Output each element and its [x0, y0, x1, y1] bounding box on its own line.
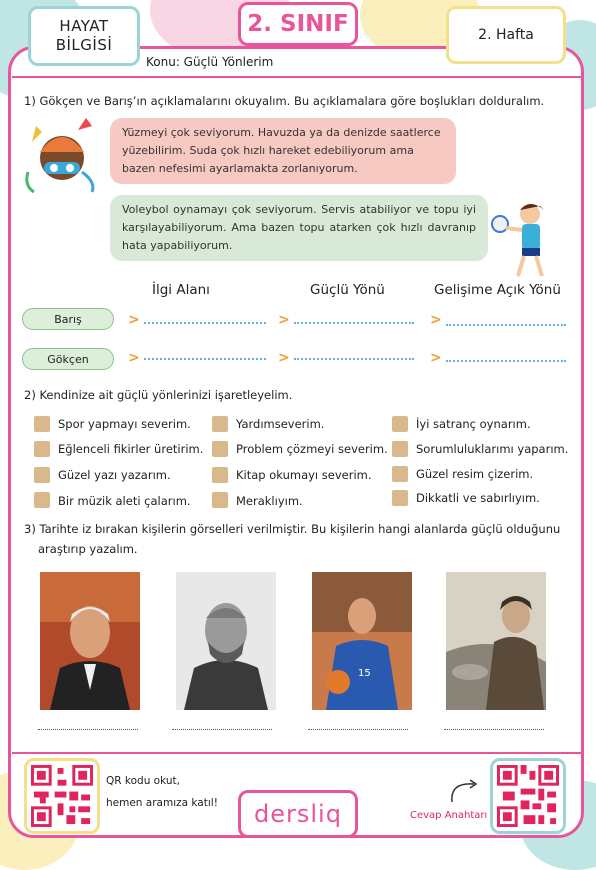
- col-header-strength: Güçlü Yönü: [310, 282, 385, 298]
- person-photo-4: [446, 572, 546, 710]
- person-photo-2: [176, 572, 276, 710]
- checkbox[interactable]: [34, 492, 50, 508]
- checkbox[interactable]: [34, 441, 50, 457]
- strength-option: Bir müzik aleti çalarım.: [58, 494, 191, 508]
- qr-code-answer-key[interactable]: [490, 758, 566, 834]
- checkbox[interactable]: [212, 492, 228, 508]
- row-label-gokcen: Gökçen: [22, 348, 114, 370]
- checkbox[interactable]: [212, 467, 228, 483]
- qr-code-icon: [497, 765, 559, 827]
- strength-option: Spor yapmayı severim.: [58, 417, 191, 431]
- checkbox[interactable]: [392, 466, 408, 482]
- gokcen-speech-bubble: Voleybol oynamayı çok seviyorum. Servis atabiliyor ve topu iyi karşılayabiliyorum. Ama bazen topu atarken çok hızlı davranıp hata yapabiliyorum.: [110, 195, 488, 261]
- q2-prompt: 2) Kendinize ait güçlü yönlerinizi işaretleyelim.: [24, 388, 293, 402]
- qr-code-icon: [31, 765, 93, 827]
- subject-line1: HAYAT: [59, 17, 109, 35]
- checkbox[interactable]: [392, 441, 408, 457]
- strength-option: İyi satranç oynarım.: [416, 417, 531, 431]
- curved-arrow-icon: [448, 776, 482, 806]
- baris-speech-bubble: Yüzmeyi çok seviyorum. Havuzda ya da denizde saatlerce yüzebilirim. Suda çok hızlı hareket edebiliyorum ama bazen nefesimi ayarlamakta zorlanıyorum.: [110, 118, 456, 184]
- q1-prompt: 1) Gökçen ve Barış’ın açıklamalarını okuyalım. Bu açıklamalara göre boşlukları dolduralım.: [24, 94, 545, 108]
- qr-join-text-2: hemen aramıza katıl!: [106, 797, 218, 809]
- checkbox[interactable]: [392, 416, 408, 432]
- swimmer-boy-illustration: [22, 112, 100, 196]
- week-tab: 2. Hafta: [446, 6, 566, 64]
- topic-title: Konu: Güçlü Yönlerim: [146, 55, 274, 69]
- chevron-right-icon: >: [430, 350, 442, 366]
- strength-option: Problem çözmeyi severim.: [236, 442, 388, 456]
- strength-option: Meraklıyım.: [236, 494, 303, 508]
- grade-tab: 2. SINIF: [238, 2, 358, 46]
- answer-line-photo-4[interactable]: [444, 729, 544, 730]
- topic-divider: [12, 76, 582, 78]
- person-photo-1: [40, 572, 140, 710]
- qr-code-join[interactable]: [24, 758, 100, 834]
- chevron-right-icon: >: [128, 312, 140, 328]
- footer-divider: [12, 752, 582, 754]
- qr-join-text-1: QR kodu okut,: [106, 775, 180, 787]
- strength-option: Yardımseverim.: [236, 417, 325, 431]
- strength-option: Dikkatli ve sabırlıyım.: [416, 491, 540, 505]
- checkbox[interactable]: [392, 490, 408, 506]
- chevron-right-icon: >: [430, 312, 442, 328]
- chevron-right-icon: >: [278, 312, 290, 328]
- col-header-improve: Gelişime Açık Yönü: [434, 282, 561, 298]
- subject-line2: BİLGİSİ: [55, 36, 113, 54]
- answer-line-gokcen-interest[interactable]: [144, 358, 266, 360]
- answer-key-label: Cevap Anahtarı: [410, 810, 488, 821]
- answer-line-baris-interest[interactable]: [144, 322, 266, 324]
- checkbox[interactable]: [34, 467, 50, 483]
- volleyball-girl-illustration: [490, 198, 560, 280]
- subject-tab: [28, 6, 140, 66]
- answer-line-photo-2[interactable]: [172, 729, 272, 730]
- checkbox[interactable]: [212, 416, 228, 432]
- strength-option: Güzel yazı yazarım.: [58, 468, 171, 482]
- strength-option: Güzel resim çizerim.: [416, 467, 534, 481]
- person-photo-3: [312, 572, 412, 710]
- answer-line-photo-1[interactable]: [38, 729, 138, 730]
- q3-prompt-line1: 3) Tarihte iz bırakan kişilerin görselleri verilmiştir. Bu kişilerin hangi alanlarda güçlü olduğunu: [24, 522, 561, 536]
- strength-option: Sorumluluklarımı yaparım.: [416, 442, 569, 456]
- brand-logo: dersliq: [238, 790, 358, 838]
- answer-line-baris-improve[interactable]: [446, 324, 566, 326]
- strength-option: Kitap okumayı severim.: [236, 468, 372, 482]
- row-label-baris: Barış: [22, 308, 114, 330]
- checkbox[interactable]: [34, 416, 50, 432]
- chevron-right-icon: >: [128, 350, 140, 366]
- answer-line-baris-strength[interactable]: [294, 322, 414, 324]
- answer-line-photo-3[interactable]: [308, 729, 408, 730]
- col-header-interest: İlgi Alanı: [152, 282, 210, 298]
- answer-line-gokcen-strength[interactable]: [294, 358, 414, 360]
- checkbox[interactable]: [212, 441, 228, 457]
- svg-text:15: 15: [358, 668, 371, 679]
- chevron-right-icon: >: [278, 350, 290, 366]
- strength-option: Eğlenceli fikirler üretirim.: [58, 442, 204, 456]
- q3-prompt-line2: araştırıp yazalım.: [38, 542, 138, 556]
- answer-line-gokcen-improve[interactable]: [446, 360, 566, 362]
